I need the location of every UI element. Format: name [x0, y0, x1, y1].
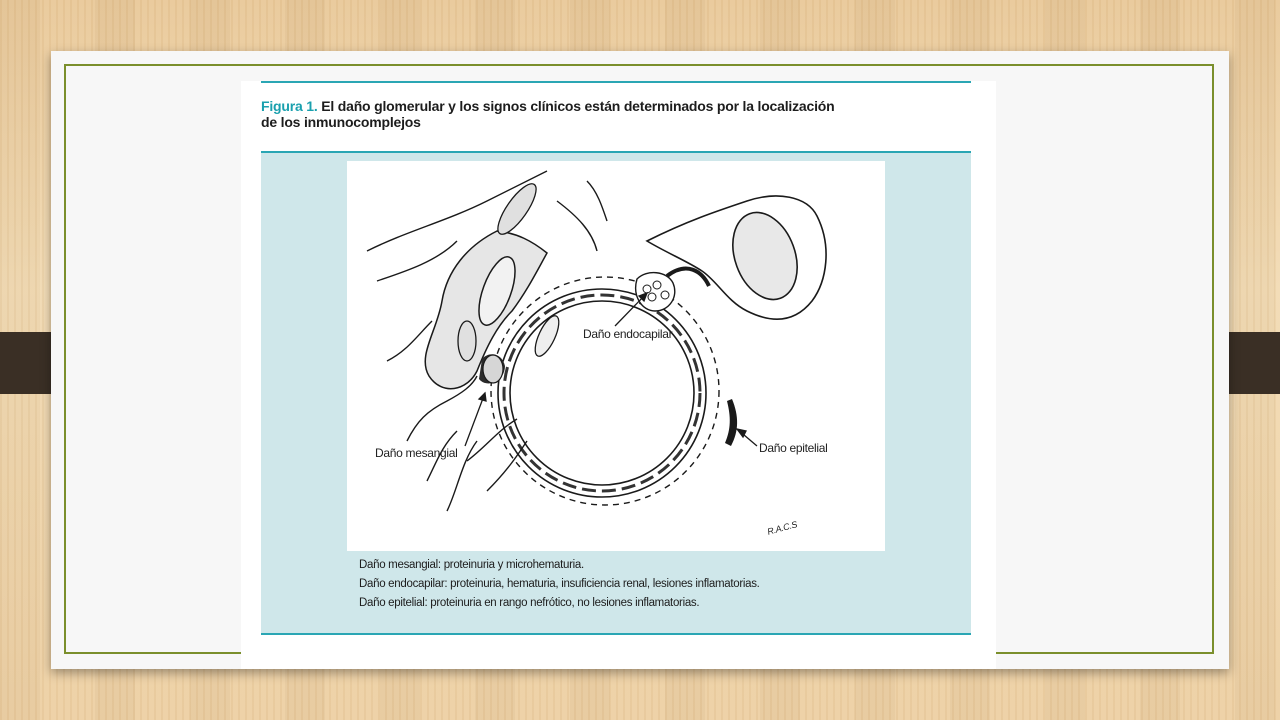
- figure-page: [241, 81, 996, 669]
- endocapillary-cell: [636, 273, 675, 311]
- note-epitelial: Daño epitelial: proteinuria en rango nefrótico, no lesiones inflamatorias.: [359, 597, 700, 609]
- figure-title-line2: de los inmunocomplejos: [261, 114, 421, 130]
- figure-label: Figura 1.: [261, 98, 318, 114]
- note-mesangial: Daño mesangial: proteinuria y microhematuria.: [359, 559, 584, 571]
- label-endocapilar: Daño endocapilar: [583, 327, 673, 341]
- slide: [51, 51, 1229, 669]
- top-rule: [261, 81, 971, 83]
- figure-box: [261, 153, 971, 634]
- glomerulus-drawing: [347, 161, 885, 551]
- figure-title-line1: El daño glomerular y los signos clínicos están determinados por la localización: [321, 98, 835, 114]
- capillary-loop-outer: [498, 289, 706, 497]
- label-mesangial: Daño mesangial: [375, 446, 458, 460]
- figure-caption: [261, 98, 921, 130]
- figure-notes: [359, 556, 760, 613]
- red-cell-right: [721, 203, 808, 308]
- epithelial-deposit: [725, 399, 737, 446]
- glomerulus-illustration: [347, 161, 885, 551]
- artist-signature: R.A.C.S: [766, 519, 799, 537]
- label-epitelial: Daño epitelial: [759, 441, 828, 455]
- note-endocapilar: Daño endocapilar: proteinuria, hematuria, insuficiencia renal, lesiones inflamatorias.: [359, 578, 760, 590]
- bottom-rule: [261, 633, 971, 635]
